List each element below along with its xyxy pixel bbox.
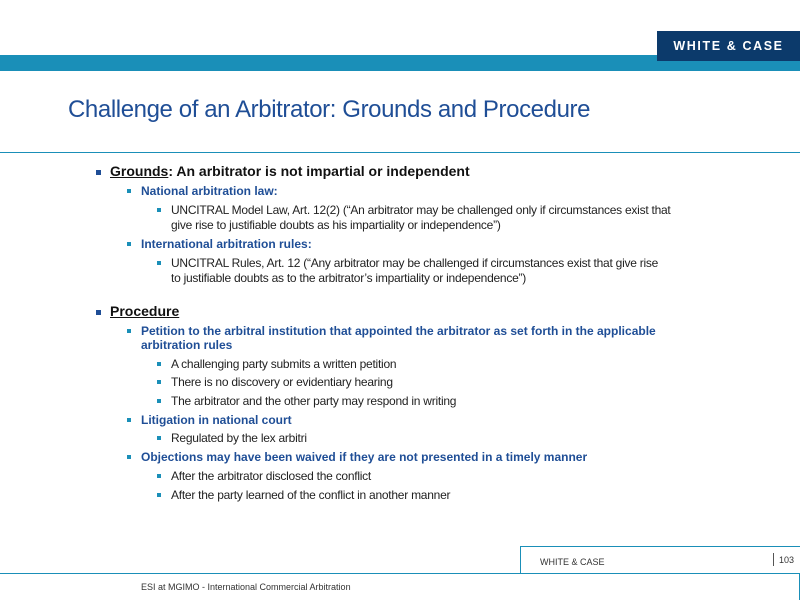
bullet-icon <box>157 261 161 265</box>
bullet-icon <box>157 474 161 478</box>
page-number: 103 <box>779 555 795 565</box>
bullet-icon <box>127 189 131 193</box>
list-item: After the party learned of the conflict in another manner <box>171 488 451 502</box>
bullet-icon <box>157 399 161 403</box>
objections-heading: Objections may have been waived if they are not presented in a timely manner <box>141 450 588 464</box>
uncitral-model-line2: give rise to justifiable doubts as his impartiality or independence”) <box>171 218 501 232</box>
list-item: The arbitrator and the other party may respond in writing <box>171 394 457 408</box>
list-item: After the arbitrator disclosed the conflict <box>171 469 372 483</box>
bullet-icon <box>127 455 131 459</box>
bullet-icon <box>127 242 131 246</box>
bullet-icon <box>157 493 161 497</box>
bullet-icon <box>127 418 131 422</box>
bullet-icon <box>96 170 101 175</box>
title-rule <box>0 152 800 153</box>
bullet-icon <box>96 310 101 315</box>
list-item: There is no discovery or evidentiary hearing <box>171 375 393 389</box>
procedure-item <box>110 303 179 319</box>
procedure-heading: Procedure <box>110 303 180 319</box>
uncitral-rules-line2: to justifiable doubts as to the arbitrator’s impartiality or independence”) <box>171 271 527 285</box>
petition-line2: arbitration rules <box>141 338 233 352</box>
bullet-icon <box>157 380 161 384</box>
list-item: Regulated by the lex arbitri <box>171 431 307 445</box>
footer-course: ESI at MGIMO - International Commercial Arbitration <box>141 582 351 592</box>
petition-line1: Petition to the arbitral institution that appointed the arbitrator as set forth in the applicable <box>141 324 656 338</box>
litigation-heading: Litigation in national court <box>141 413 292 427</box>
uncitral-rules-line1: UNCITRAL Rules, Art. 12 (“Any arbitrator may be challenged if circumstances exist that give rise <box>171 256 659 270</box>
bullet-icon <box>157 436 161 440</box>
intl-rules-heading: International arbitration rules: <box>141 237 312 251</box>
bullet-icon <box>157 362 161 366</box>
bullet-icon <box>127 329 131 333</box>
footer-divider <box>773 553 774 566</box>
list-item: A challenging party submits a written petition <box>171 357 397 371</box>
footer-frame-bottom <box>0 573 800 600</box>
footer-firm: WHITE & CASE <box>540 557 605 567</box>
grounds-heading: Grounds <box>110 163 169 179</box>
grounds-item <box>110 163 470 179</box>
national-law-heading: National arbitration law: <box>141 184 278 198</box>
uncitral-model-line1: UNCITRAL Model Law, Art. 12(2) (“An arbitrator may be challenged only if circumstances exist that <box>171 203 671 217</box>
page-title: Challenge of an Arbitrator: Grounds and Procedure <box>68 96 591 123</box>
bullet-icon <box>157 208 161 212</box>
grounds-text: : An arbitrator is not impartial or independent <box>168 163 470 179</box>
firm-logo: WHITE & CASE <box>657 31 800 61</box>
